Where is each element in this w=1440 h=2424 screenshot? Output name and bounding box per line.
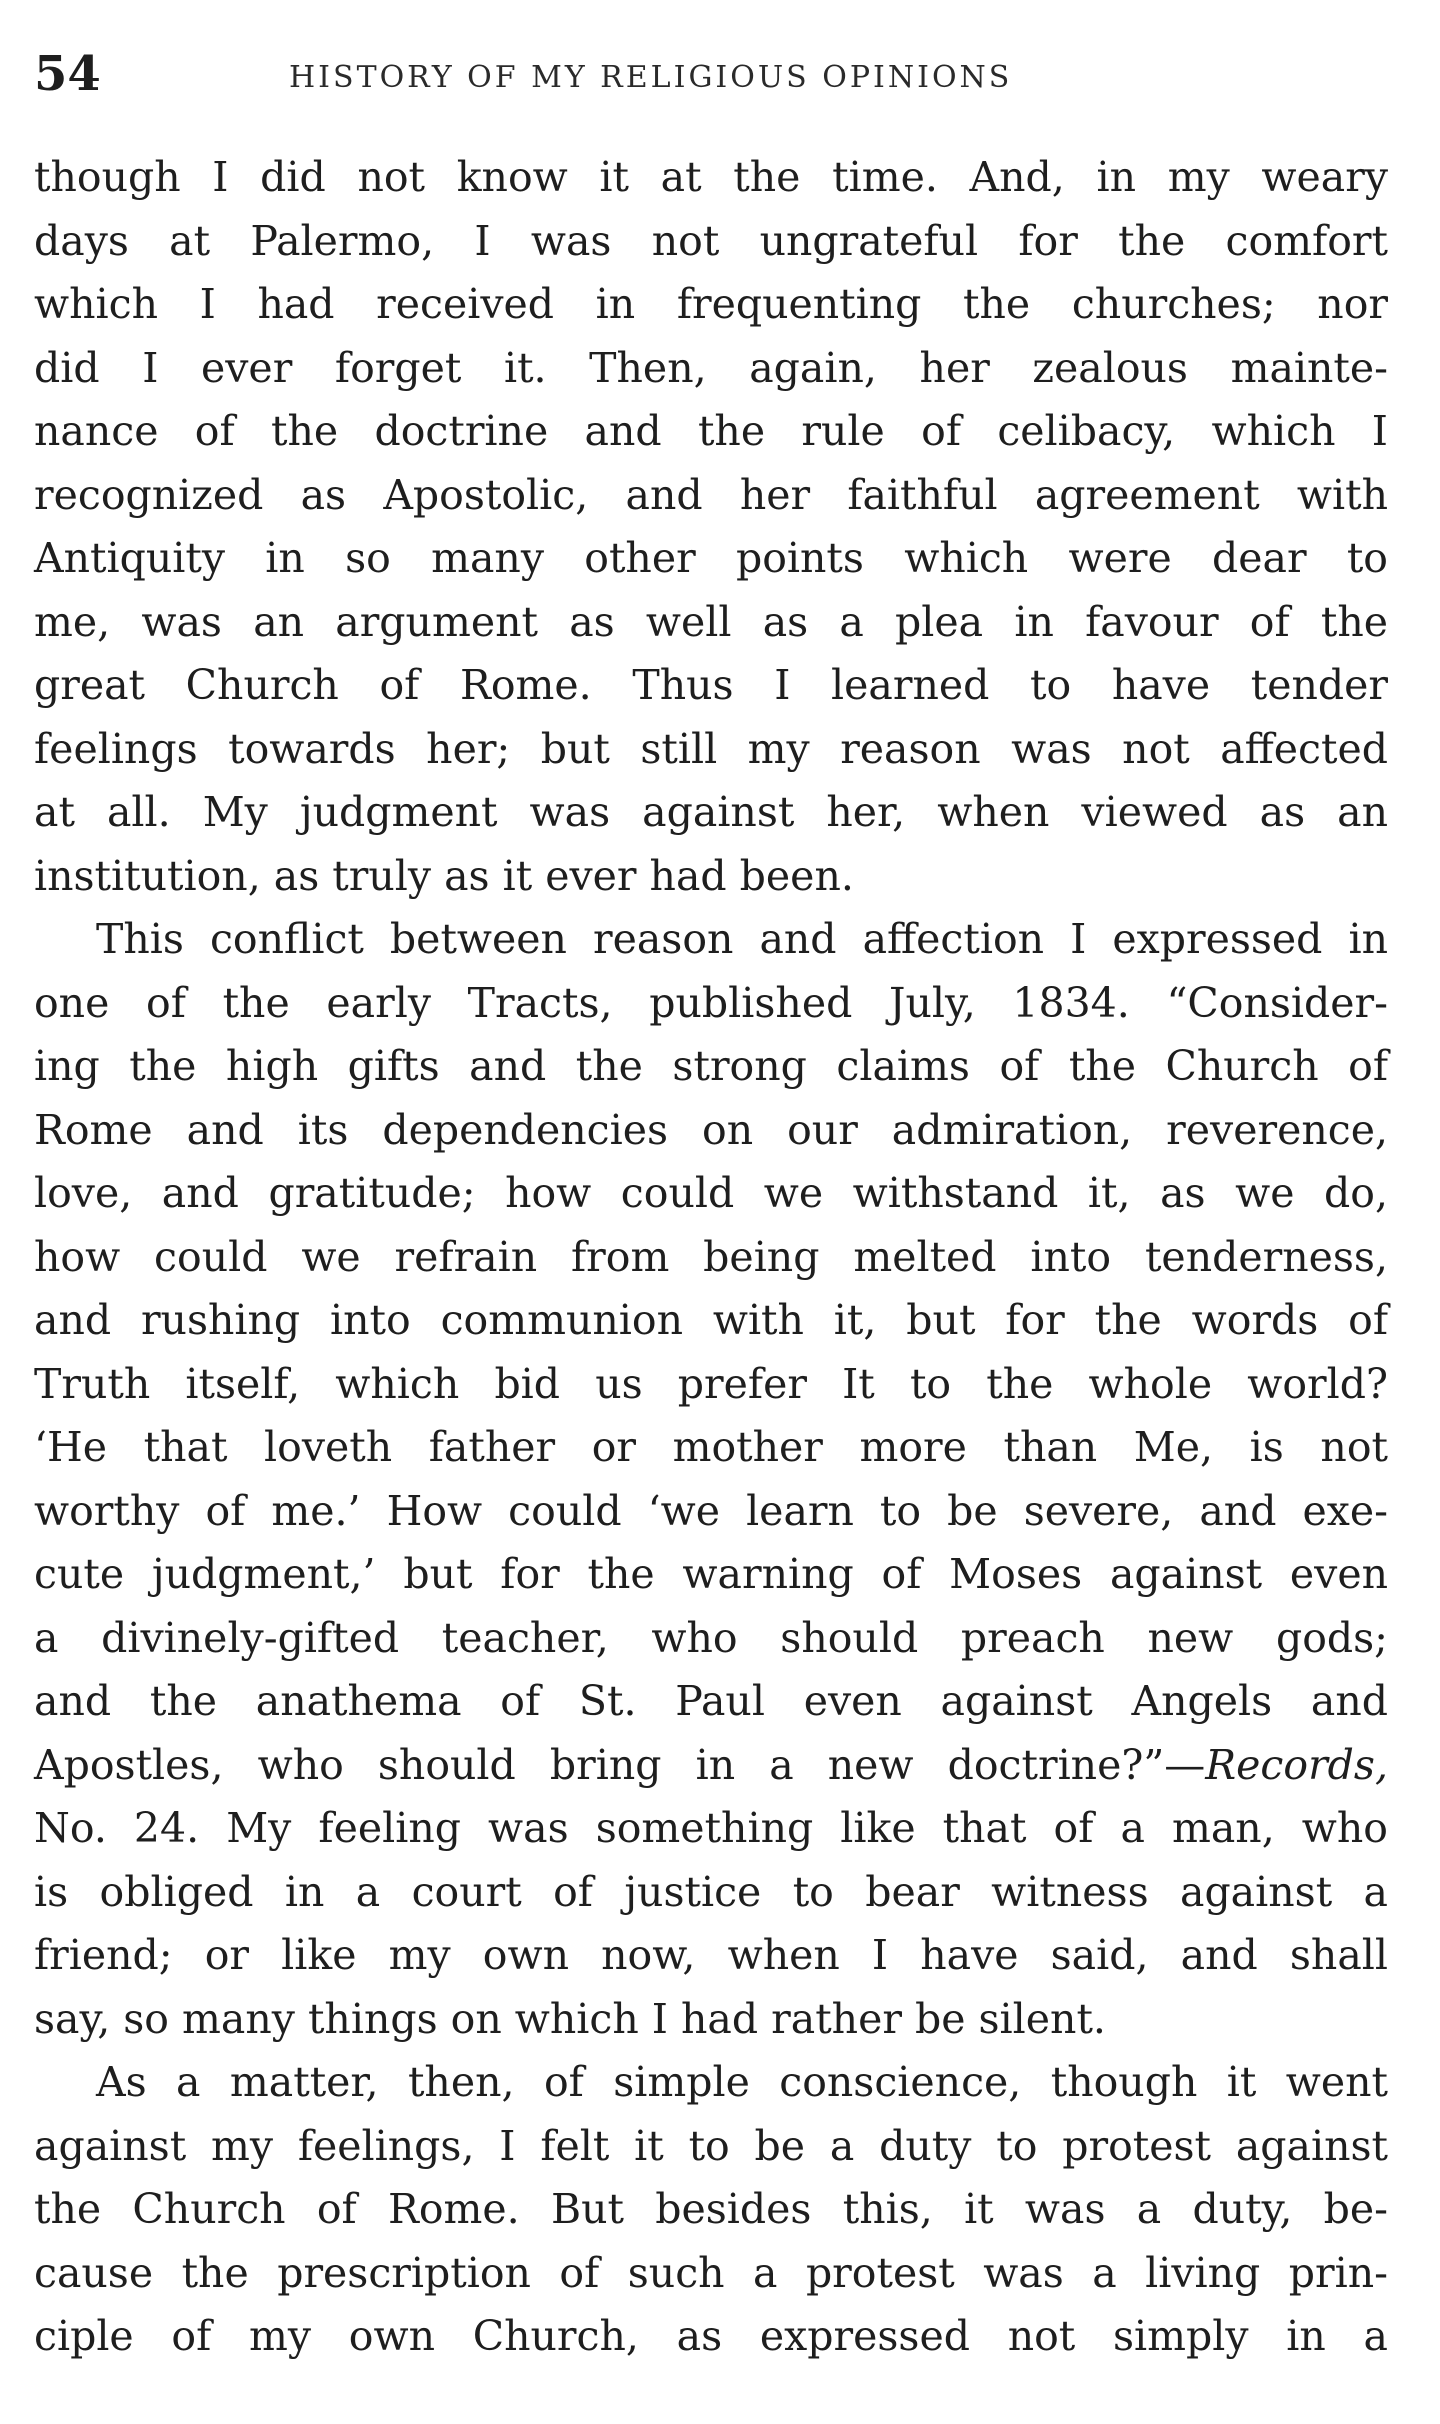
text-line: This conflict between reason and affection I expressed in <box>96 915 1388 963</box>
text-line: one of the early Tracts, published July, 1834. “Consider- <box>34 978 1388 1027</box>
text-line-with-citation <box>34 1734 1388 1798</box>
text-line: and the anathema of St. Paul even against Angels and <box>34 1677 1388 1725</box>
text-line: how could we refrain from being melted into tenderness, <box>34 1232 1388 1281</box>
text-line: the Church of Rome. But besides this, it was a duty, be- <box>34 2185 1388 2233</box>
running-head <box>34 40 1388 120</box>
text-line: cause the prescription of such a protest was a living prin- <box>34 2248 1388 2297</box>
text-line-main: Apostles, who should bring in a new doctrine?”— <box>34 1740 1206 1789</box>
text-line: did I ever forget it. Then, again, her zealous mainte- <box>34 343 1388 392</box>
text-line: and rushing into communion with it, but for the words of <box>34 1296 1388 1344</box>
text-line: As a matter, then, of simple conscience, though it went <box>96 2058 1388 2106</box>
text-line: ‘He that loveth father or mother more than Me, is not <box>34 1423 1388 1471</box>
text-line: me, was an argument as well as a plea in favour of the <box>34 597 1388 646</box>
text-line: Truth itself, which bid us prefer It to the whole world? <box>34 1359 1388 1408</box>
text-line: friend; or like my own now, when I have said, and shall <box>34 1931 1388 1979</box>
text-line: ciple of my own Church, as expressed not simply in a <box>34 2312 1388 2360</box>
text-line: days at Palermo, I was not ungrateful for the comfort <box>34 216 1388 265</box>
text-line: No. 24. My feeling was something like that of a man, who <box>34 1804 1388 1852</box>
text-line: is obliged in a court of justice to bear witness against a <box>34 1867 1388 1916</box>
text-line: a divinely-gifted teacher, who should preach new gods; <box>34 1613 1388 1662</box>
text-line: ing the high gifts and the strong claims of the Church of <box>34 1042 1388 1090</box>
page-number: 54 <box>34 46 101 102</box>
text-line: recognized as Apostolic, and her faithful agreement with <box>34 470 1388 519</box>
text-line: against my feelings, I felt it to be a duty to protest against <box>34 2121 1388 2170</box>
records-citation: Records, <box>1205 1740 1388 1789</box>
body-text <box>34 146 1388 2369</box>
text-line: Antiquity in so many other points which were dear to <box>34 534 1388 582</box>
text-line: cute judgment,’ but for the warning of Moses against even <box>34 1550 1388 1598</box>
text-line: worthy of me.’ How could ‘we learn to be severe, and exe- <box>34 1486 1388 1535</box>
text-line: great Church of Rome. Thus I learned to have tender <box>34 661 1388 709</box>
text-line: at all. My judgment was against her, when viewed as an <box>34 788 1388 836</box>
text-line: institution, as truly as it ever had been. <box>34 851 854 900</box>
text-line: which I had received in frequenting the churches; nor <box>34 280 1388 328</box>
text-line: though I did not know it at the time. And, in my weary <box>34 153 1388 201</box>
text-line: feelings towards her; but still my reason was not affected <box>34 724 1388 773</box>
text-line: love, and gratitude; how could we withstand it, as we do, <box>34 1169 1388 1217</box>
text-line: Rome and its dependencies on our admiration, reverence, <box>34 1105 1388 1154</box>
text-line: nance of the doctrine and the rule of celibacy, which I <box>34 407 1388 455</box>
text-line: say, so many things on which I had rather be silent. <box>34 1994 1106 2043</box>
running-title: HISTORY OF MY RELIGIOUS OPINIONS <box>289 60 1013 95</box>
